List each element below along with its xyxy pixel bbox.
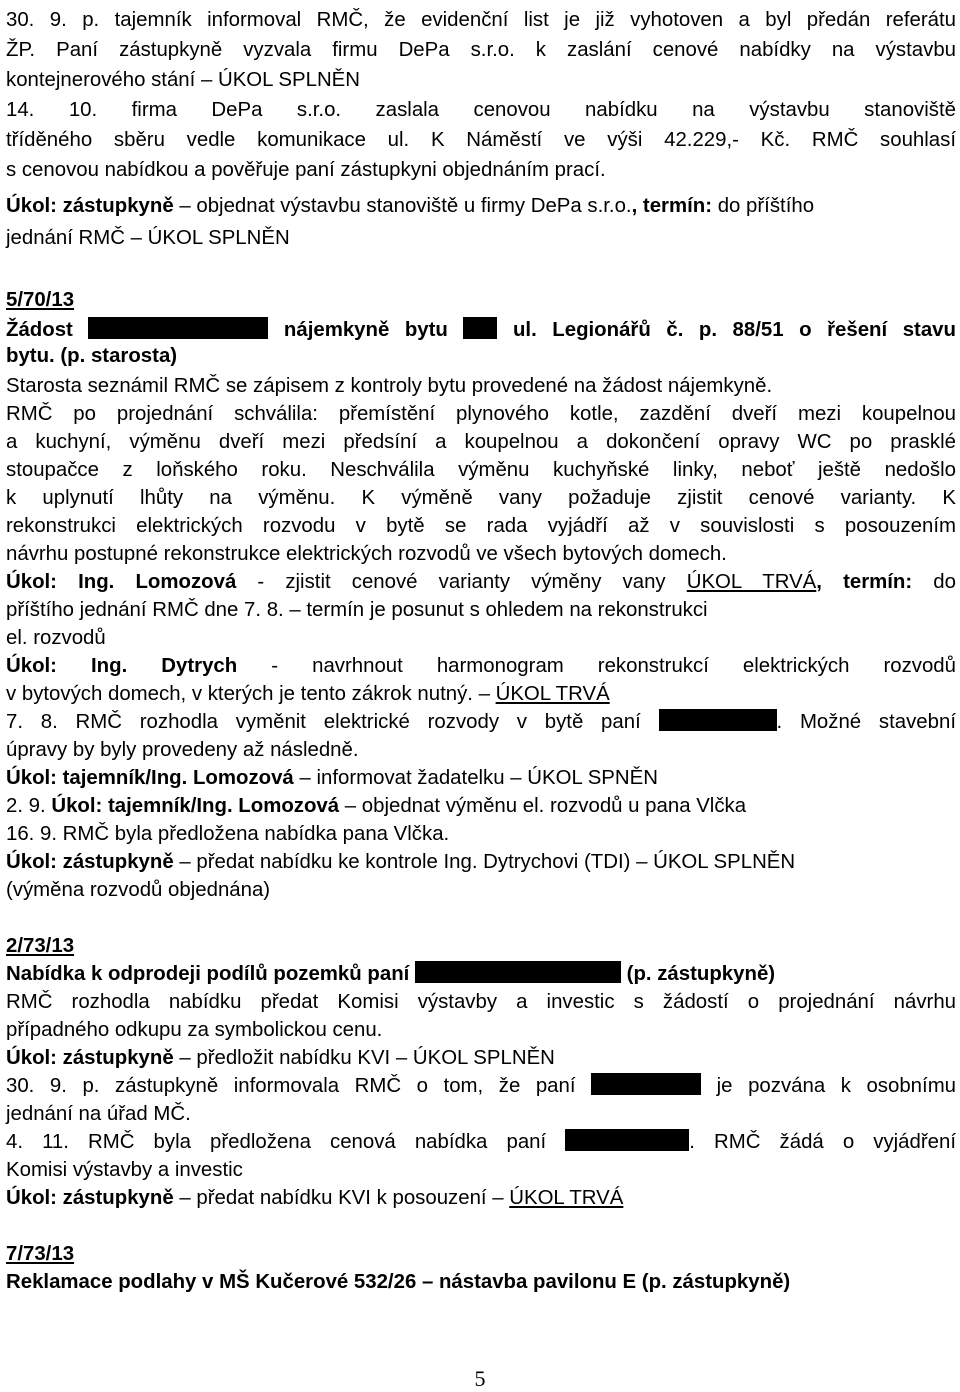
paragraph-line: el. rozvodů <box>6 627 106 649</box>
section-number: 2/73/13 <box>6 935 75 957</box>
paragraph-text: 7. 8. RMČ rozhodla vyměnit elektrické rozvody v bytě paní <box>6 711 641 733</box>
paragraph-line: Komisi výstavby a investic <box>6 1159 243 1181</box>
paragraph-line: Starosta seznámil RMČ se zápisem z kontroly bytu provedené na žádost nájemkyně. <box>6 375 773 397</box>
paragraph-line: ŽP. Paní zástupkyně vyzvala firmu DePa s.r.o. k zaslání cenové nabídky na výstavbu <box>6 39 956 61</box>
paragraph-line: RMČ po projednání schválila: přemístění plynového kotle, zazdění dveří mezi koupelnou <box>6 403 956 425</box>
task-line <box>6 568 956 596</box>
task-text: – předat nabídku KVI k posouzení – <box>173 1187 510 1209</box>
task-line <box>6 192 956 220</box>
redacted-block <box>565 1129 689 1151</box>
paragraph-line: kontejnerového stání – ÚKOL SPLNĚN <box>6 69 361 91</box>
task-term-label: , termín: <box>816 571 913 593</box>
paragraph-text: . Možné stavební <box>776 711 956 733</box>
paragraph-line: stoupačce z loňského roku. Neschválila výměnu kuchyňské linky, neboť ještě nedošlo <box>6 459 956 481</box>
task-text: – předat nabídku ke kontrole Ing. Dytrychovi (TDI) – ÚKOL SPLNĚN <box>173 851 796 873</box>
paragraph-line: 30. 9. p. tajemník informoval RMČ, že evidenční list je již vyhotoven a byl předán referátu <box>6 9 956 31</box>
paragraph-line: a kuchyní, výměnu dveří mezi předsíní a koupelnou a dokončení opravy WC po prasklé <box>6 431 956 453</box>
section-title-part: ul. Legionářů č. p. 88/51 o řešení stavu <box>512 319 956 341</box>
task-text: – objednat výměnu el. rozvodů u pana Vlčka <box>339 795 747 817</box>
paragraph-line: 14. 10. firma DePa s.r.o. zaslala cenovou nabídku na výstavbu stanoviště <box>6 99 956 121</box>
paragraph-line: k uplynutí lhůty na výměnu. K výměně vany požaduje zjistit cenové varianty. K <box>6 487 956 509</box>
task-text: – předložit nabídku KVI – ÚKOL SPLNĚN <box>173 1047 555 1069</box>
section-title-part: Žádost <box>6 319 73 341</box>
section-title: bytu. (p. starosta) <box>6 345 178 367</box>
task-status: ÚKOL TRVÁ <box>495 683 610 705</box>
task-label: Úkol: zástupkyně <box>6 851 174 873</box>
task-label: Úkol: zástupkyně <box>6 1047 174 1069</box>
task-text: - zjistit cenové varianty výměny vany <box>236 571 687 593</box>
task-label: Úkol: zástupkyně <box>6 195 174 217</box>
section-title-part: (p. zástupkyně) <box>620 963 776 985</box>
task-text: – informovat žadatelku – ÚKOL SPNĚN <box>293 767 658 789</box>
paragraph-text: 2. 9. <box>6 795 52 817</box>
paragraph-line: s cenovou nabídkou a pověřuje paní zástupkyni objednáním prací. <box>6 159 606 181</box>
paragraph-text: je pozvána k osobnímu <box>716 1075 957 1097</box>
task-line <box>6 764 956 792</box>
paragraph-line: úpravy by byly provedeny až následně. <box>6 739 359 761</box>
paragraph-line <box>6 1128 956 1156</box>
redacted-block <box>415 961 621 983</box>
section-number: 5/70/13 <box>6 289 75 311</box>
paragraph-line: příštího jednání RMČ dne 7. 8. – termín je posunut s ohledem na rekonstrukci <box>6 599 708 621</box>
task-line <box>6 652 956 680</box>
task-line <box>6 792 956 820</box>
task-term-label: , termín: <box>631 195 713 217</box>
paragraph-text: . RMČ žádá o vyjádření <box>689 1131 956 1153</box>
task-status: ÚKOL TRVÁ <box>509 1187 624 1209</box>
paragraph-line: tříděného sběru vedle komunikace ul. K Náměstí ve výši 42.229,- Kč. RMČ souhlasí <box>6 129 956 151</box>
task-text: – objednat výstavbu stanoviště u firmy DePa s.r.o. <box>173 195 632 217</box>
page-number: 5 <box>474 1366 486 1391</box>
task-status: ÚKOL TRVÁ <box>686 571 817 593</box>
task-line: jednání RMČ – ÚKOL SPLNĚN <box>6 227 290 249</box>
task-line <box>6 848 956 876</box>
paragraph-line: (výměna rozvodů objednána) <box>6 879 271 901</box>
task-label: Úkol: zástupkyně <box>6 1187 174 1209</box>
section-number: 7/73/13 <box>6 1243 75 1265</box>
section-title: Reklamace podlahy v MŠ Kučerové 532/26 – nástavba pavilonu E (p. zástupkyně) <box>6 1271 791 1293</box>
paragraph-line: případného odkupu za symbolickou cenu. <box>6 1019 383 1041</box>
paragraph-line <box>6 1072 956 1100</box>
redacted-block <box>659 709 777 731</box>
paragraph-text: 30. 9. p. zástupkyně informovala RMČ o tom, že paní <box>6 1075 576 1097</box>
task-line <box>6 1044 956 1072</box>
paragraph-line: 16. 9. RMČ byla předložena nabídka pana Vlčka. <box>6 823 450 845</box>
task-term-text: do <box>912 571 956 593</box>
paragraph-line: jednání na úřad MČ. <box>6 1103 191 1125</box>
task-line <box>6 680 956 708</box>
section-title <box>6 316 956 344</box>
task-text: - navrhnout harmonogram rekonstrukcí elektrických rozvodů <box>237 655 956 677</box>
section-title <box>6 960 956 988</box>
redacted-block <box>463 317 497 339</box>
paragraph-line <box>6 708 956 736</box>
paragraph-line: návrhu postupné rekonstrukce elektrických rozvodů ve všech bytových domech. <box>6 543 727 565</box>
task-label: Úkol: tajemník/Ing. Lomozová <box>51 795 340 817</box>
task-label: Úkol: tajemník/Ing. Lomozová <box>6 767 294 789</box>
section-title-part: nájemkyně bytu <box>283 319 448 341</box>
task-label: Úkol: Ing. Dytrych <box>6 655 238 677</box>
paragraph-line: rekonstrukci elektrických rozvodu v bytě se rada vyjádří až v souvislosti s posouzením <box>6 515 956 537</box>
section-title-part: Nabídka k odprodeji podílů pozemků paní <box>6 963 410 985</box>
task-label: Úkol: Ing. Lomozová <box>6 571 237 593</box>
paragraph-line: RMČ rozhodla nabídku předat Komisi výstavby a investic s žádostí o projednání návrhu <box>6 991 956 1013</box>
redacted-block <box>88 317 268 339</box>
task-text: v bytových domech, v kterých je tento zákrok nutný. – <box>6 683 496 705</box>
task-line <box>6 1184 956 1212</box>
task-term-text: do příštího <box>712 195 815 217</box>
redacted-block <box>591 1073 701 1095</box>
paragraph-text: 4. 11. RMČ byla předložena cenová nabídka paní <box>6 1131 547 1153</box>
